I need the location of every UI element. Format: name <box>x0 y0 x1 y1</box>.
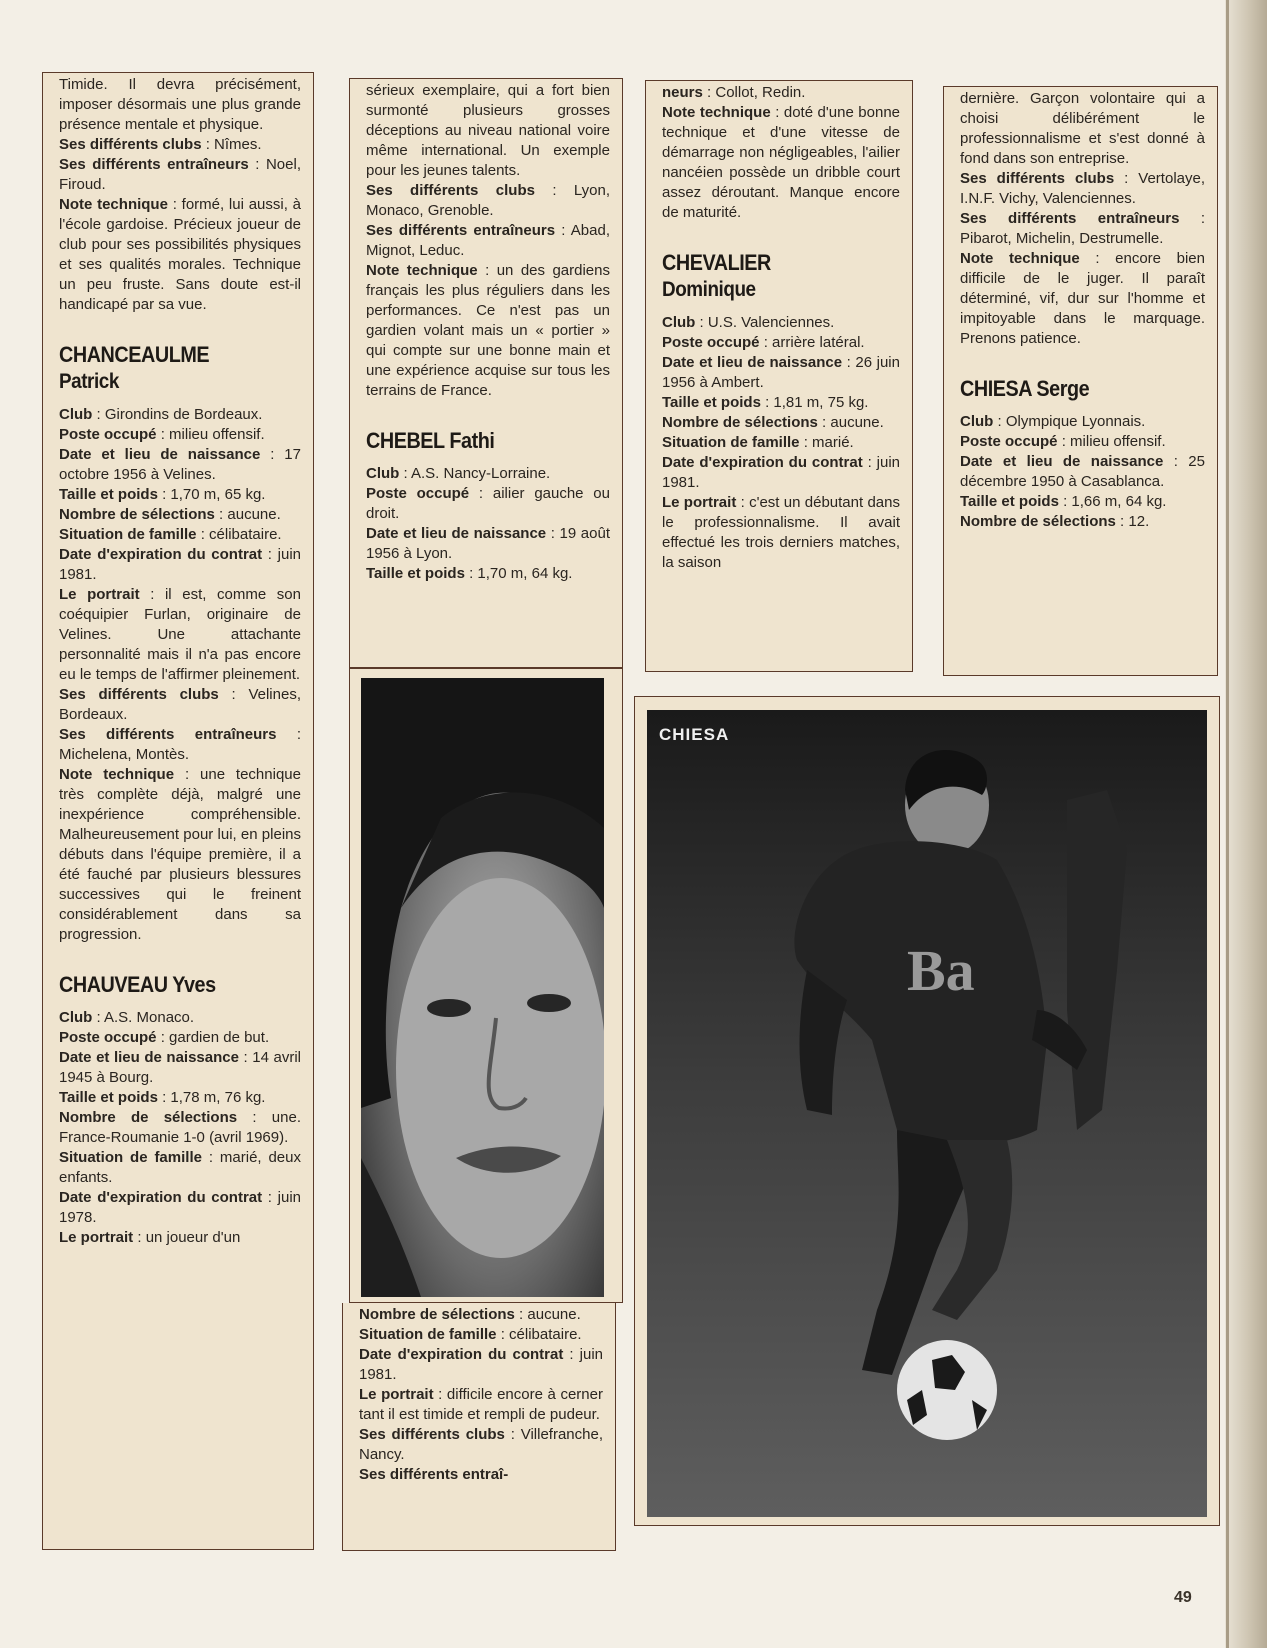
value: : aucune. <box>514 1306 581 1323</box>
value: : formé, lui aussi, à l'école gardoise. Précieux joueur de club pour ses possibilités physiques et ses qualités morales. Technique un peu fruste. Sans doute est-il handicapé par sa vue. <box>59 196 301 313</box>
label: Club <box>960 413 994 430</box>
value: : 14 avril 1945 à Bourg. <box>59 1049 301 1086</box>
left-eye <box>427 999 471 1017</box>
label: Club <box>59 406 93 423</box>
column-4 <box>943 86 1218 676</box>
value: : Velines, Bordeaux. <box>59 686 301 723</box>
label: Poste occupé <box>366 485 470 502</box>
label: Note technique <box>960 250 1080 267</box>
label: Date d'expiration du contrat <box>59 546 263 563</box>
value: : Lyon, Monaco, Grenoble. <box>366 182 610 219</box>
value: : Collot, Redin. <box>702 84 806 101</box>
player-heading-chiesa <box>960 375 1181 402</box>
value: : marié, deux enfants. <box>59 1149 301 1186</box>
page-edge <box>1225 0 1267 1648</box>
value: : 1,70 m, 64 kg. <box>464 565 573 582</box>
value: : 25 décembre 1950 à Casablanca. <box>960 453 1205 490</box>
jersey-sponsor: Ba <box>907 938 975 1003</box>
first-name: Patrick <box>59 370 119 393</box>
label: Situation de famille <box>59 526 197 543</box>
value: : Nîmes. <box>201 136 262 153</box>
label: Date d'expiration du contrat <box>359 1346 564 1363</box>
surname: CHEVALIER <box>662 250 771 275</box>
page-number: 49 <box>1174 1589 1192 1606</box>
value: : encore bien difficile de le juger. Il paraît déterminé, vif, dur sur l'homme et impitoyable dans le marquage. Prenons patience. <box>960 250 1205 347</box>
label: Situation de famille <box>662 434 800 451</box>
value: : célibataire. <box>196 526 282 543</box>
label: Le portrait <box>59 1229 134 1246</box>
value: : A.S. Monaco. <box>92 1009 195 1026</box>
photo-caption: CHIESA <box>659 725 730 744</box>
value: : une technique très complète déjà, malgré une inexpérience compréhensible. Malheureusement pour lui, en pleins débuts dans l'équipe première, il a été fauché par plusieurs blessures successives qui le freinent considérablement dans sa progression. <box>59 766 301 943</box>
chiesa-photo <box>647 710 1207 1517</box>
label: Poste occupé <box>662 334 760 351</box>
label: Club <box>366 465 400 482</box>
value: : 26 juin 1956 à Ambert. <box>662 354 900 391</box>
label: Taille et poids <box>662 394 761 411</box>
label: Date et lieu de naissance <box>366 525 547 542</box>
value: : célibataire. <box>496 1326 582 1343</box>
value: : Pibarot, Michelin, Destrumelle. <box>960 210 1206 247</box>
label: Taille et poids <box>59 486 158 503</box>
player-heading-chevalier <box>662 249 876 303</box>
value: : 1,70 m, 65 kg. <box>157 486 266 503</box>
value: : aucune. <box>817 414 884 431</box>
player-name: CHIESA Serge <box>960 376 1090 401</box>
label: Nombre de sélections <box>59 1109 238 1126</box>
label: Note technique <box>662 104 771 121</box>
value: : Abad, Mignot, Leduc. <box>366 222 610 259</box>
chebel-photo <box>361 678 604 1297</box>
label: Date et lieu de naissance <box>960 453 1164 470</box>
col1-intro: Timide. Il devra précisément, imposer désormais une plus grande présence mentale et physique. <box>59 76 301 133</box>
value: : Vertolaye, I.N.F. Vichy, Valenciennes. <box>960 170 1206 207</box>
value: : 19 août 1956 à Lyon. <box>366 525 610 562</box>
value: : Noel, Firoud. <box>59 156 301 193</box>
label: Poste occupé <box>59 426 157 443</box>
value: : ailier gauche ou droit. <box>366 485 610 522</box>
label: Poste occupé <box>960 433 1058 450</box>
label: Ses différents entraîneurs <box>366 222 556 239</box>
label: Date d'expiration du contrat <box>662 454 863 471</box>
label: neurs <box>662 84 703 101</box>
value: : 1,78 m, 76 kg. <box>157 1089 266 1106</box>
label: Nombre de sélections <box>59 506 215 523</box>
player-name: CHEBEL Fathi <box>366 428 495 453</box>
label: Ses différents entraî- <box>359 1466 509 1483</box>
label: Nombre de sélections <box>662 414 818 431</box>
label: Ses différents entraîneurs <box>960 210 1180 227</box>
first-name: Dominique <box>662 278 756 301</box>
label: Le portrait <box>59 586 140 603</box>
label: Club <box>662 314 696 331</box>
label: Situation de famille <box>359 1326 497 1343</box>
label: Ses différents clubs <box>59 686 219 703</box>
player-heading-chanceaulme <box>59 341 277 395</box>
value: : juin 1981. <box>662 454 900 491</box>
chiesa-action-svg <box>647 710 1207 1517</box>
label: Date d'expiration du contrat <box>59 1189 263 1206</box>
face <box>396 878 604 1258</box>
label: Nombre de sélections <box>359 1306 515 1323</box>
value: : 17 octobre 1956 à Velines. <box>59 446 301 483</box>
value: : il est, comme son coéquipier Furlan, originaire de Velines. Une attachante personnalité mais il n'a pas encore eu le temps de l'affirmer pleinement. <box>59 586 301 683</box>
label: Taille et poids <box>59 1089 158 1106</box>
column-1 <box>42 72 314 1550</box>
value: : A.S. Nancy-Lorraine. <box>399 465 551 482</box>
value: : gardien de but. <box>156 1029 270 1046</box>
value: : Michelena, Montès. <box>59 726 302 763</box>
label: Club <box>59 1009 93 1026</box>
value: : juin 1978. <box>59 1189 301 1226</box>
value: : 1,81 m, 75 kg. <box>760 394 869 411</box>
value: : doté d'une bonne technique et d'une vitesse de démarrage non négligeables, l'ailier nancéien possède un dribble court assez déroutant. Manque encore de maturité. <box>662 104 901 221</box>
right-eye <box>527 994 571 1012</box>
value: : aucune. <box>214 506 281 523</box>
binding-line <box>1226 0 1229 1648</box>
value: : 12. <box>1115 513 1150 530</box>
label: Date et lieu de naissance <box>662 354 843 371</box>
player-name: CHAUVEAU Yves <box>59 972 216 997</box>
value: : milieu offensif. <box>1057 433 1166 450</box>
label: Le portrait <box>662 494 737 511</box>
label: Note technique <box>366 262 478 279</box>
player-heading-chebel <box>366 427 586 454</box>
label: Ses différents clubs <box>59 136 202 153</box>
value: : un joueur d'un <box>133 1229 241 1246</box>
value: : difficile encore à cerner tant il est timide et rempli de pudeur. <box>359 1386 603 1423</box>
label: Le portrait <box>359 1386 434 1403</box>
label: Situation de famille <box>59 1149 202 1166</box>
value: : c'est un débutant dans le professionnalisme. Il avait effectué les trois derniers matches, la saison <box>662 494 900 571</box>
label: Ses différents clubs <box>366 182 535 199</box>
label: Note technique <box>59 196 168 213</box>
label: Taille et poids <box>366 565 465 582</box>
value: : Villefranche, Nancy. <box>359 1426 604 1463</box>
value: : juin 1981. <box>359 1346 603 1383</box>
label: Ses différents clubs <box>960 170 1115 187</box>
value: : Girondins de Bordeaux. <box>92 406 263 423</box>
chebel-portrait-svg <box>361 678 604 1297</box>
label: Ses différents clubs <box>359 1426 505 1443</box>
value: : marié. <box>799 434 854 451</box>
label: Nombre de sélections <box>960 513 1116 530</box>
label: Ses différents entraîneurs <box>59 726 277 743</box>
label: Ses différents entraîneurs <box>59 156 249 173</box>
column-2-bottom <box>342 1303 616 1551</box>
label: Taille et poids <box>960 493 1059 510</box>
label: Note technique <box>59 766 175 783</box>
col4-intro: dernière. Garçon volontaire qui a choisi délibérément le professionnalisme et s'est donné à fond dans son entreprise. <box>960 90 1205 167</box>
player-heading-chauveau <box>59 971 277 998</box>
value: : un des gardiens français les plus réguliers dans les performances. Ce n'est pas un gardien volant mais un « portier » qui compte sur une bonne main et une expérience acquise sur tous les terrains de France. <box>366 262 610 399</box>
value: : 1,66 m, 64 kg. <box>1058 493 1167 510</box>
value: : juin 1981. <box>59 546 301 583</box>
value: : arrière latéral. <box>759 334 865 351</box>
column-2-top <box>349 78 623 668</box>
value: : U.S. Valenciennes. <box>695 314 835 331</box>
label: Poste occupé <box>59 1029 157 1046</box>
value: : une. France-Roumanie 1-0 (avril 1969). <box>59 1109 301 1146</box>
label: Date et lieu de naissance <box>59 446 261 463</box>
football <box>897 1340 997 1440</box>
col2-intro: sérieux exemplaire, qui a fort bien surmonté plusieurs grosses déceptions au niveau national voire même international. Un exemple pour les jeunes talents. <box>366 82 610 179</box>
column-3 <box>645 80 913 672</box>
label: Date et lieu de naissance <box>59 1049 239 1066</box>
surname: CHANCEAULME <box>59 342 210 367</box>
value: : milieu offensif. <box>156 426 265 443</box>
value: : Olympique Lyonnais. <box>993 413 1146 430</box>
